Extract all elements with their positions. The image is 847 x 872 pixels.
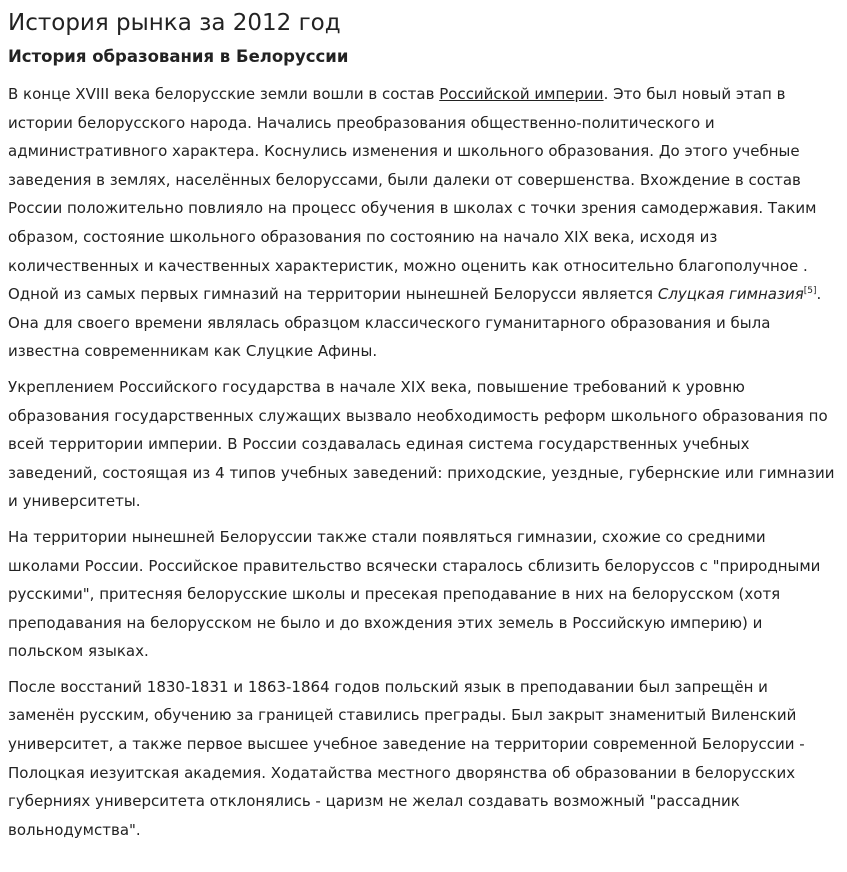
paragraph-3: На территории нынешней Белоруссии также стали появляться гимназии, схожие со средними школами России. Российское правительство всячески старалось сблизить белоруссов с "природными русскими", притесняя белорусские школы и пресекая преподавание в них на белорусском (хотя преподавания на белорусском не было и до вхождения этих земель в Российскую империю) и польском языках. — [8, 527, 821, 661]
paragraph-1-text-a: В конце XVIII века белорусские земли вошли в состав — [8, 85, 440, 103]
page-title: История рынка за 2012 год — [8, 10, 341, 36]
paragraph-2: Укреплением Российского государства в начале XIX века, повышение требований к уровню образования государственных служащих вызвало необходимость реформ школьного образования по всей территории империи. В России создавалась единая система государственных учебных заведений, состоящая из 4 типов учебных заведений: приходские, уездные, губернские или гимназии и университеты. — [8, 377, 835, 511]
section-heading: История образования в Белоруссии — [8, 47, 349, 66]
paragraph-1 — [8, 80, 839, 366]
paragraph-1-text-c: . Она для своего времени являлась образцом классического гуманитарного образования и была известна современникам как Слуцкие Афины. — [8, 285, 822, 361]
russian-empire-link[interactable]: Российской империи — [439, 85, 604, 103]
paragraph-4: После восстаний 1830-1831 и 1863-1864 годов польский язык в преподавании был запрещён и заменён русским, обучению за границей ставились преграды. Был закрыт знаменитый Виленский университет, а также первое высшее учебное заведение на территории современной Белоруссии - Полоцкая иезуитская академия. Ходатайства местного дворянства об образовании в белорусских губерниях университета отклонялись - царизм не желал создавать возможный "рассадник вольнодумства". — [8, 677, 805, 839]
slutsk-gymnasium-italic: Слуцкая гимназия — [657, 285, 804, 304]
paragraph-1-text-b: . Это был новый этап в истории белорусского народа. Начались преобразования общественно-политического и административного характера. Коснулись изменения и школьного образования. До этого учебные заведения в землях, населённых белоруссами, были далеки от совершенства. Вхождение в состав России положительно повлияло на процесс обучения в школах с точки зрения самодержавия. Таким образом, состояние школьного образования по состоянию на начало XIX века, исходя из количественных и качественных характеристик, можно оценить как относительно благополучное . Одной из самых первых гимназий на территории нынешней Белорусси является — [8, 85, 817, 304]
footnote-ref[interactable]: [5] — [803, 286, 817, 297]
